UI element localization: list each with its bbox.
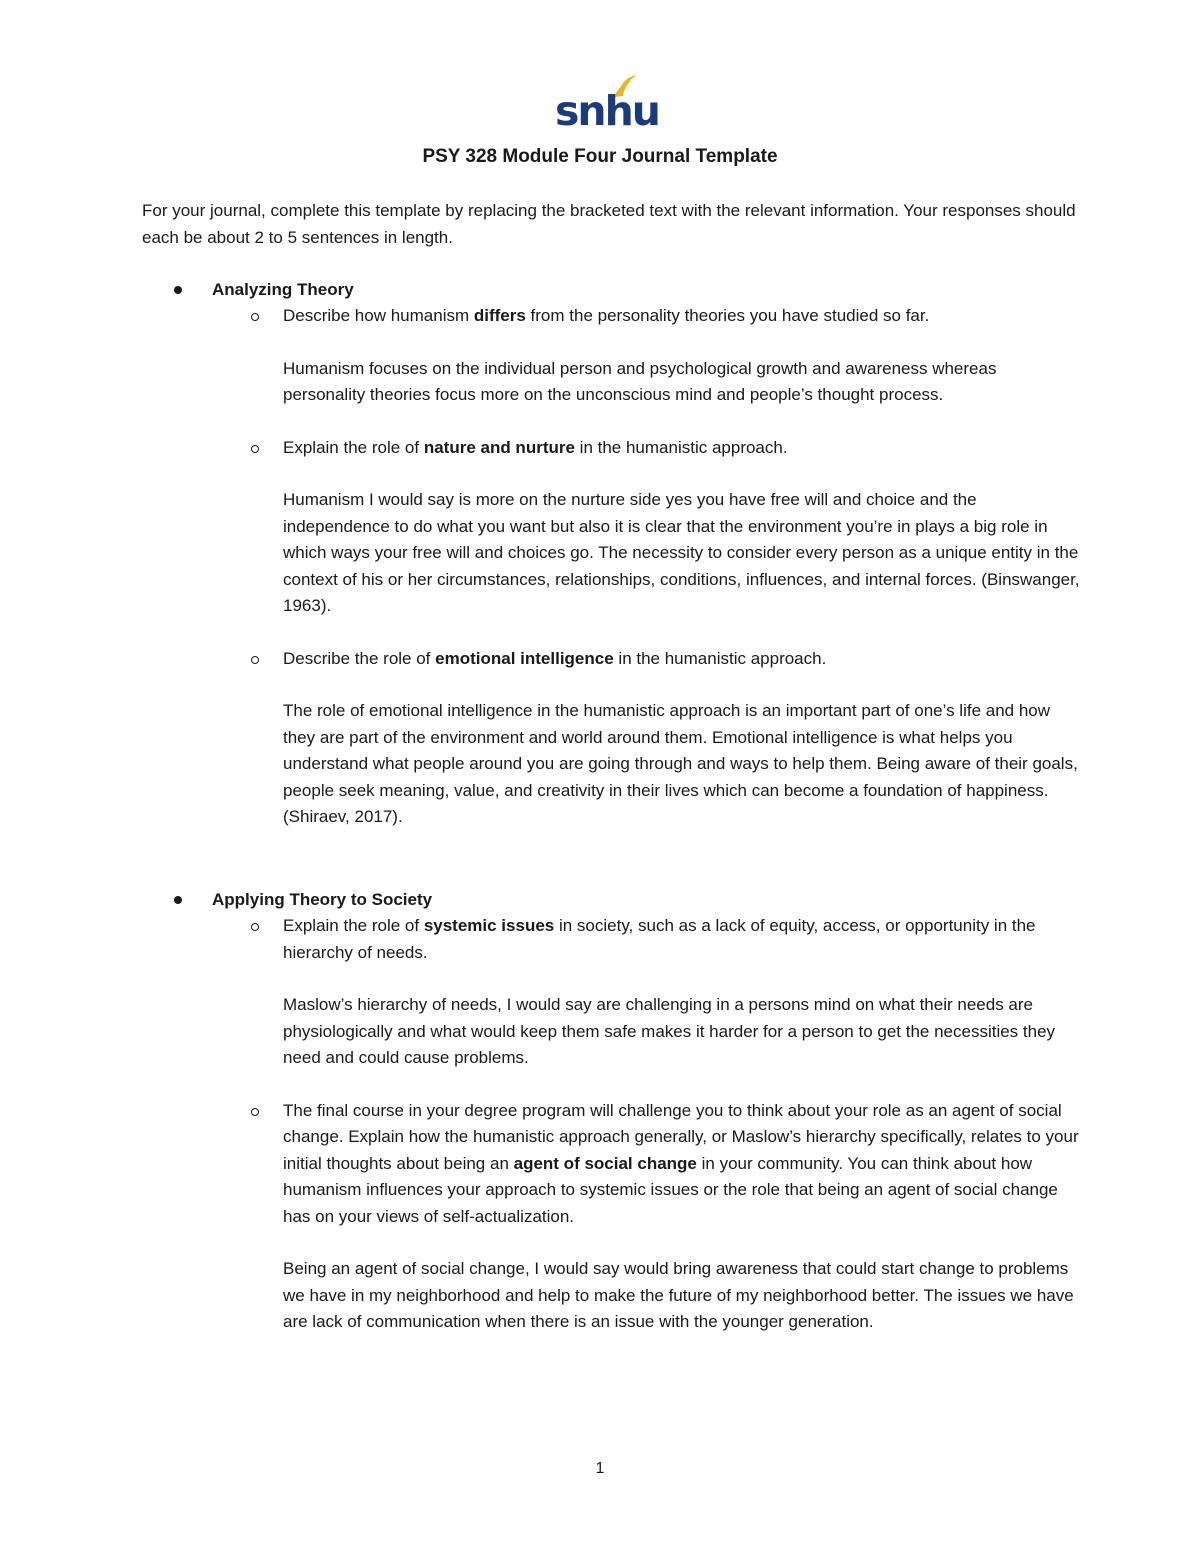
intro-paragraph: For your journal, complete this template by replacing the bracketed text with the relevant information. Your responses should each be about 2 to 5 sentences in length. [142,201,1076,247]
logo-wordmark: snhu [555,87,659,135]
section-heading: Analyzing Theory [212,280,354,299]
circle-bullet-icon [251,445,259,453]
section-heading: Applying Theory to Society [212,890,433,909]
question-keyword: differs [473,306,526,325]
bullet-icon [174,896,182,904]
question-keyword: emotional intelligence [435,648,614,668]
bullet-icon [174,286,182,294]
answer: Humanism focuses on the individual person and psychological growth and awareness whereas personality theories focus more on the unconscious mind and people’s thought process. [283,358,997,404]
circle-bullet-icon [251,656,259,664]
list-item [283,646,1083,831]
section-analyzing-theory [142,277,1082,831]
circle-bullet-icon [251,923,259,931]
list-item [283,913,1083,1072]
question-keyword: agent of social change [513,1153,697,1173]
answer: The role of emotional intelligence in the humanistic approach is an important part of one’s life and how they are part of the environment and world around them. Emotional intelligence is what helps you understand what people around you are going through and ways to help them. Being aware of their goals, people seek meaning, value, and creativity in their lives which can become a foundation of happiness. (Shiraev, 2017). [283,701,1078,826]
question-keyword: nature and nurture [423,437,575,457]
snhu-logo [555,74,659,135]
list-item [283,303,1083,409]
circle-bullet-icon [251,1108,259,1116]
question: Describe how humanism differs from the personality theories you have studied so far. [283,306,930,325]
list-item [283,1098,1083,1336]
question: Explain the role of systemic issues in society, such as a lack of equity, access, or opportunity in the hierarchy of needs. [283,916,1036,962]
page-title: PSY 328 Module Four Journal Template [422,146,778,167]
answer: Being an agent of social change, I would say would bring awareness that could start change to problems we have in my neighborhood and help to make the future of my neighborhood better. The issues we have are lack of communication when there is an issue with the younger generation. [283,1259,1074,1331]
question: The final course in your degree program will challenge you to think about your role as an agent of social change. Explain how the humanistic approach generally, or Maslow’s hierarchy specifically, relates to your initial thoughts about being an agent of social change in your community. You can think about how humanism influences your approach to systemic issues or the role that being an agent of social change has on your views of self-actualization. [283,1100,1079,1226]
question: Explain the role of nature and nurture in the humanistic approach. [283,437,788,457]
page-number: 1 [595,1460,605,1477]
circle-bullet-icon [251,313,259,321]
list-item [283,435,1083,620]
question-keyword: systemic issues [423,916,555,935]
section-applying-theory [142,887,1082,1336]
answer: Humanism I would say is more on the nurture side yes you have free will and choice and the independence to do what you want but also it is clear that the environment you’re in plays a big role in which ways your free will and choices go. The necessity to consider every person as a unique entity in the context of his or her circumstances, relationships, conditions, influences, and internal forces. (Binswanger, 1963). [283,490,1080,615]
answer: Maslow’s hierarchy of needs, I would say are challenging in a persons mind on what their needs are physiologically and what would keep them safe makes it harder for a person to get the necessities they need and could cause problems. [283,995,1056,1067]
question: Describe the role of emotional intelligence in the humanistic approach. [283,648,827,668]
